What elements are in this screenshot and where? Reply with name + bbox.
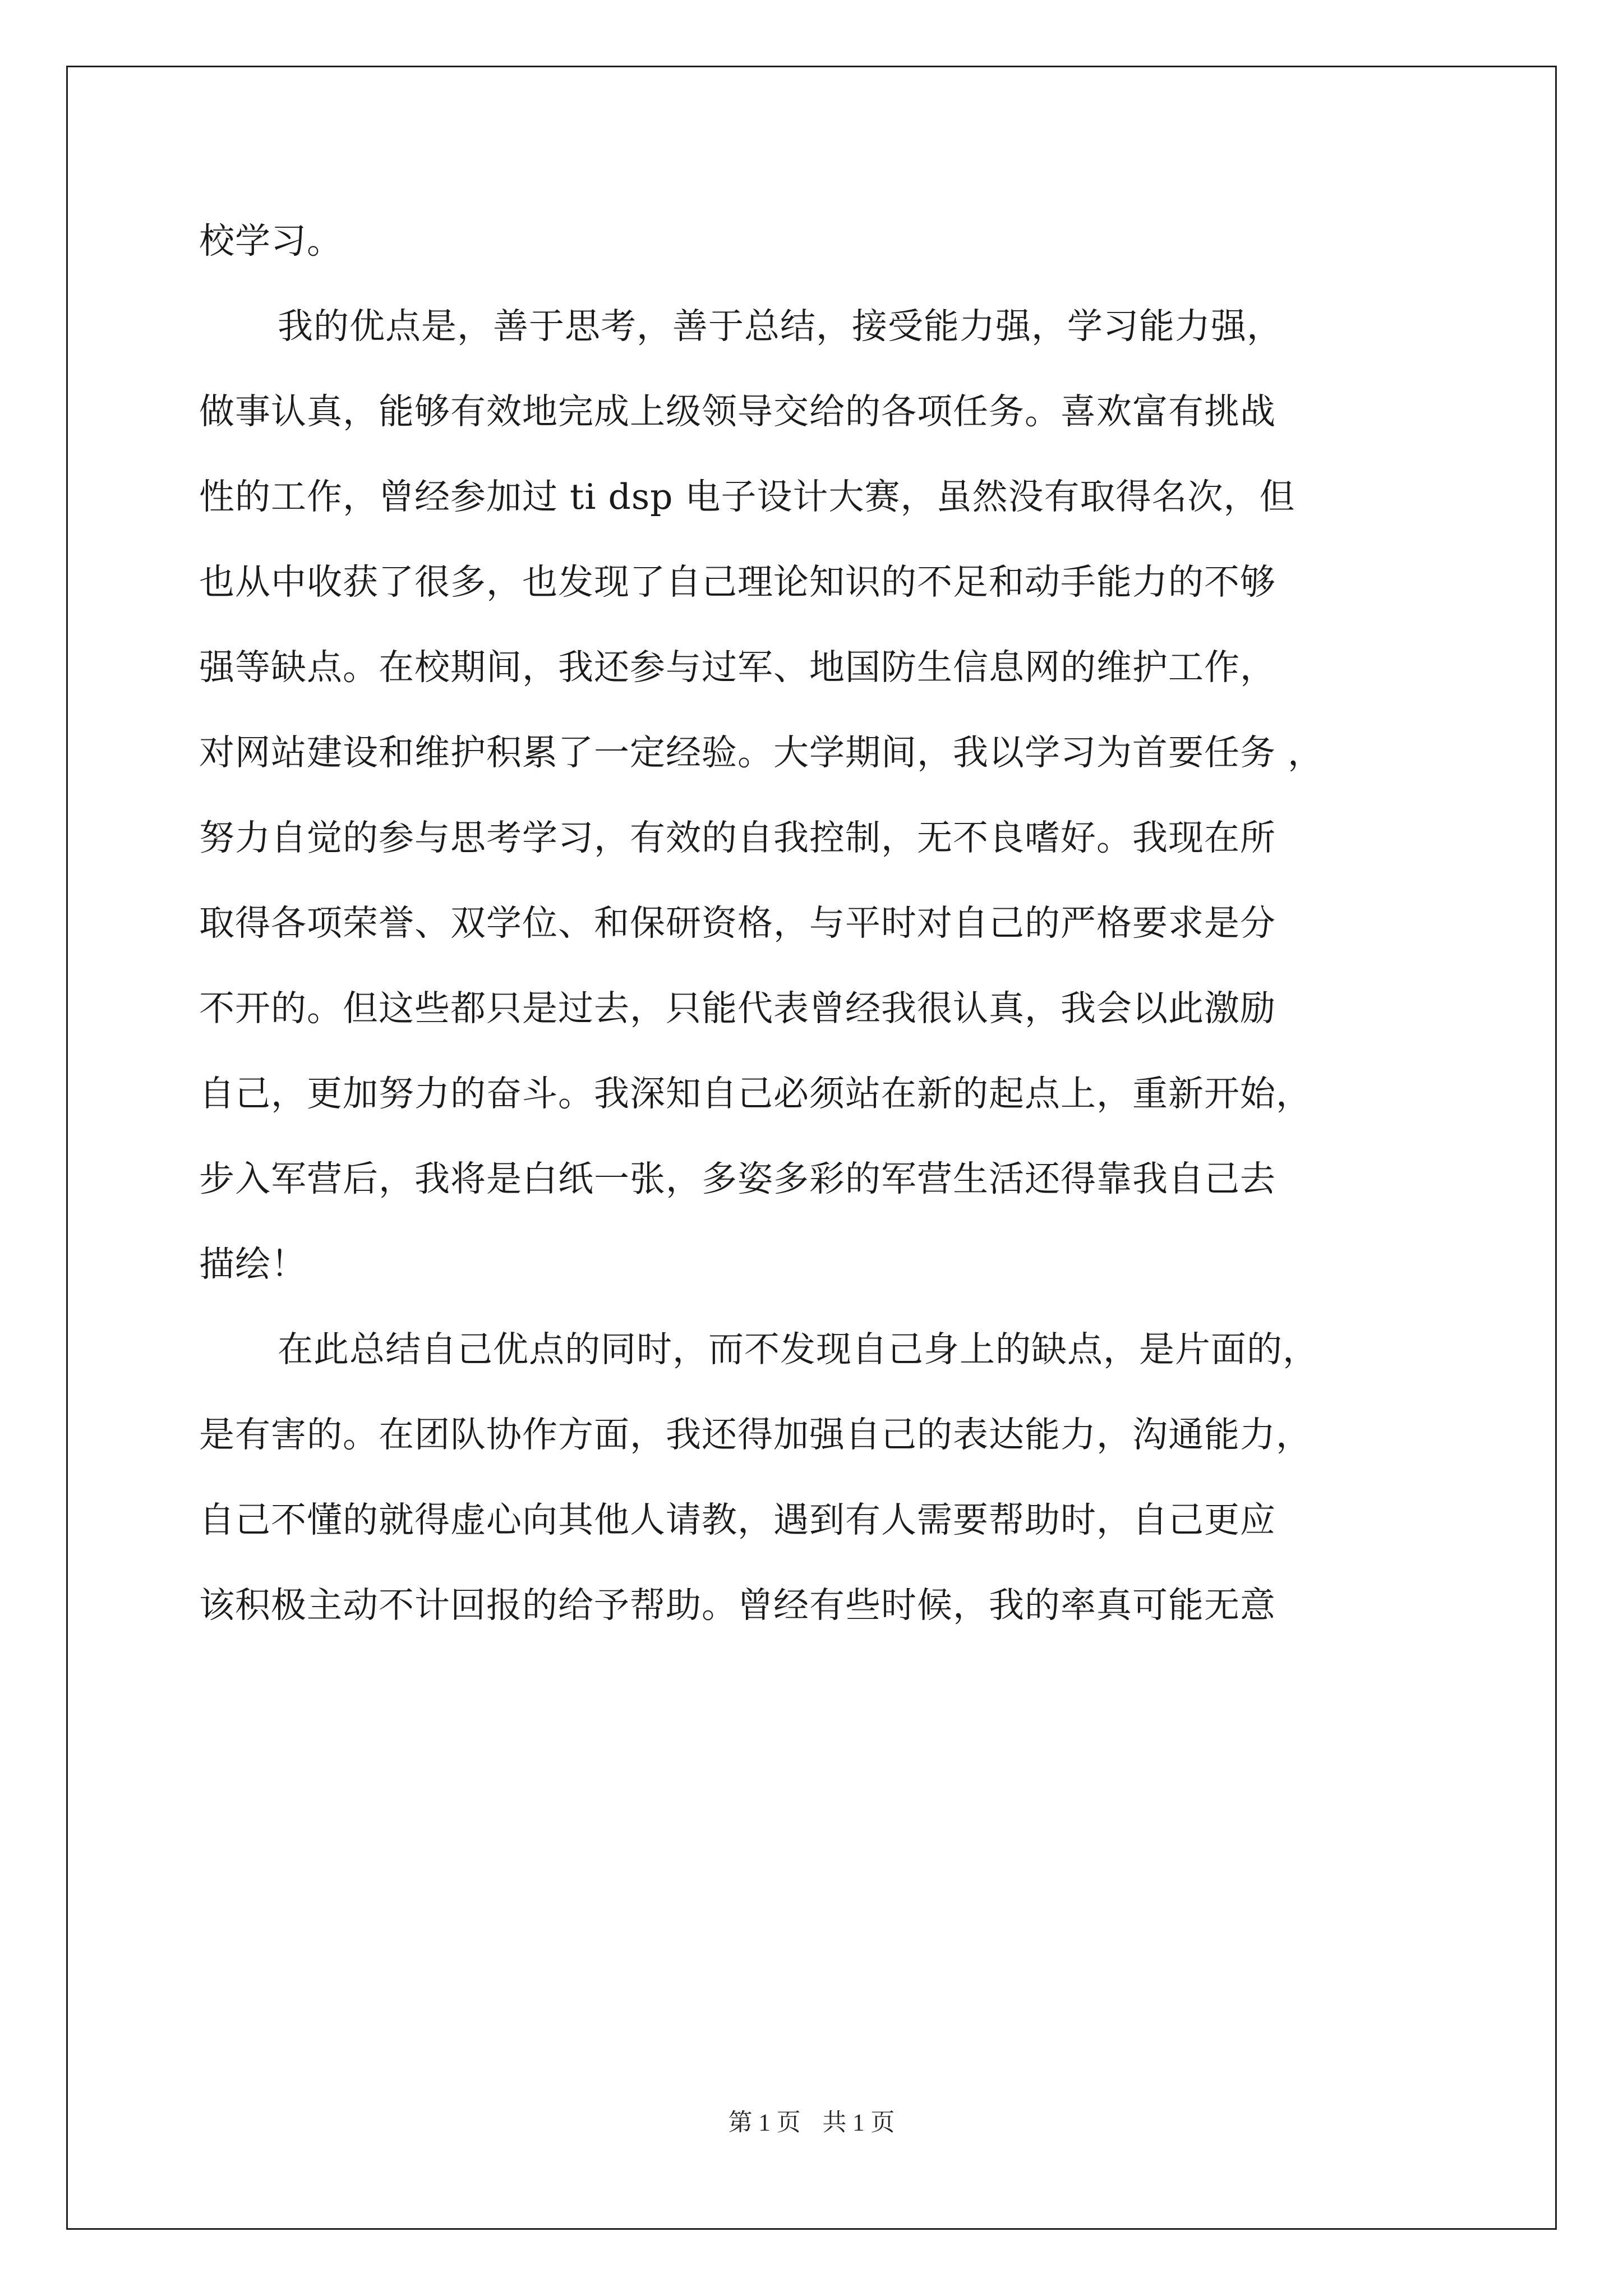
text-line: 自己不懂的就得虚心向其他人请教，遇到有人需要帮助时，自己更应 [199,1499,1276,1540]
text-line: 也从中收获了很多，也发现了自己理论知识的不足和动手能力的不够 [199,562,1276,602]
text-line: 取得各项荣誉、双学位、和保研资格，与平时对自己的严格要求是分 [199,903,1276,944]
text-line: 是有害的。在团队协作方面，我还得加强自己的表达能力，沟通能力， [199,1414,1312,1455]
text-line: 校学习。 [199,220,343,261]
text-line: 做事认真，能够有效地完成上级领导交给的各项任务。喜欢富有挑战 [199,391,1276,432]
page-total: 共 1 页 [822,2110,895,2136]
text-line: 该积极主动不计回报的给予帮助。曾经有些时候，我的率真可能无意 [199,1585,1276,1626]
page-footer [0,2106,1623,2140]
page-number: 第 1 页 [728,2110,801,2136]
text-line: 描绘！ [199,1244,307,1285]
text-line: 强等缺点。在校期间，我还参与过军、地国防生信息网的维护工作， [199,647,1276,688]
text-line: 对网站建设和维护积累了一定经验。大学期间，我以学习为首要任务 ， [199,732,1324,773]
text-line: 自己，更加努力的奋斗。我深知自己必须站在新的起点上，重新开始， [199,1073,1312,1114]
paragraph-first-line: 我的优点是，善于思考，善于总结，接受能力强，学习能力强， [278,306,1283,347]
paragraph-first-line: 在此总结自己优点的同时，而不发现自己身上的缺点，是片面的， [278,1329,1318,1370]
text-line: 性的工作，曾经参加过 ti dsp 电子设计大赛，虽然没有取得名次，但 [199,476,1295,517]
text-line: 不开的。但这些都只是过去，只能代表曾经我很认真，我会以此激励 [199,988,1276,1029]
text-line: 步入军营后，我将是白纸一张，多姿多彩的军营生活还得靠我自己去 [199,1158,1276,1199]
text-line: 努力自觉的参与思考学习，有效的自我控制，无不良嗜好。我现在所 [199,817,1276,858]
